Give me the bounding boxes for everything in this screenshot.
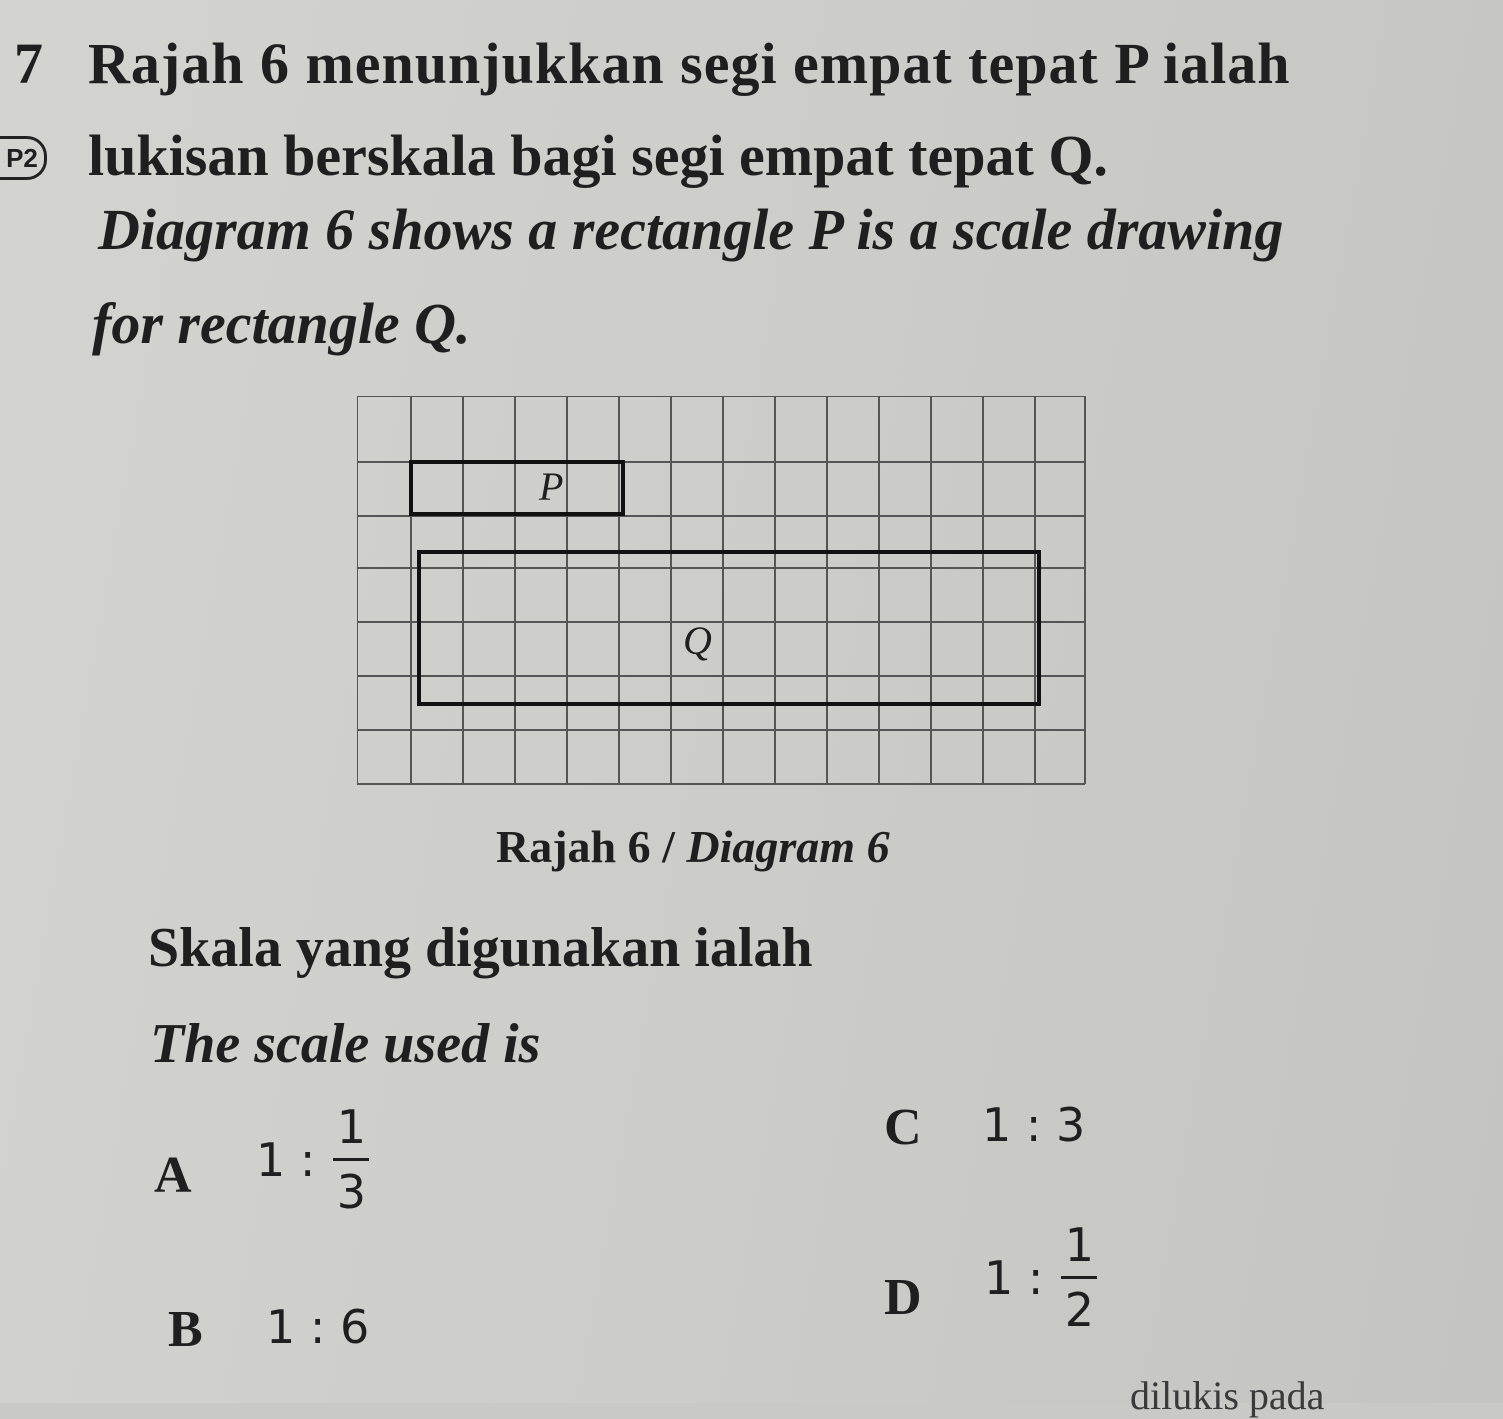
- option-d-denominator: 2: [1064, 1283, 1095, 1337]
- question-number: 7: [14, 31, 43, 96]
- option-a-value[interactable]: [256, 1100, 369, 1219]
- fraction-bar: [1061, 1276, 1097, 1279]
- fraction-bar: [333, 1158, 369, 1161]
- rectangle-p: [411, 462, 623, 514]
- option-a-lhs: 1 :: [256, 1132, 316, 1187]
- option-d-numerator: 1: [1064, 1218, 1095, 1272]
- option-b-value[interactable]: 1 : 6: [266, 1300, 370, 1354]
- square-grid-diagram: [357, 396, 1097, 796]
- caption-malay: Rajah 6 /: [496, 821, 687, 872]
- prompt-english: The scale used is: [150, 1013, 541, 1075]
- option-a-denominator: 3: [336, 1165, 367, 1219]
- option-c-value[interactable]: 1 : 3: [982, 1098, 1086, 1152]
- option-d-fraction: [1061, 1218, 1097, 1337]
- option-d-value[interactable]: [984, 1218, 1097, 1337]
- grid-lines: [357, 396, 1085, 784]
- prompt-malay: Skala yang digunakan ialah: [148, 917, 813, 979]
- question-english-line-2: for rectangle Q.: [92, 291, 471, 356]
- question-malay-line-2: lukisan berskala bagi segi empat tepat Q.: [88, 123, 1108, 188]
- option-d-letter[interactable]: D: [884, 1269, 922, 1326]
- diagram-6: [357, 396, 1097, 801]
- option-c-letter[interactable]: C: [884, 1099, 922, 1156]
- rectangle-q: [419, 552, 1039, 704]
- question-english-line-1: Diagram 6 shows a rectangle P is a scale drawing: [98, 197, 1284, 262]
- option-b-letter[interactable]: B: [168, 1301, 203, 1358]
- option-a-numerator: 1: [336, 1100, 367, 1154]
- diagram-caption: [496, 820, 890, 873]
- question-malay-line-1: Rajah 6 menunjukkan segi empat tepat P ialah: [88, 31, 1291, 96]
- caption-english: Diagram 6: [686, 821, 890, 872]
- option-a-fraction: [333, 1100, 369, 1219]
- option-d-lhs: 1 :: [984, 1250, 1044, 1305]
- option-a-letter[interactable]: A: [154, 1147, 192, 1204]
- next-question-fragment: dilukis pada: [1130, 1373, 1325, 1418]
- rectangle-p-label: P: [539, 464, 564, 509]
- question-tag: P2: [0, 136, 47, 180]
- rectangle-q-label: Q: [683, 618, 712, 663]
